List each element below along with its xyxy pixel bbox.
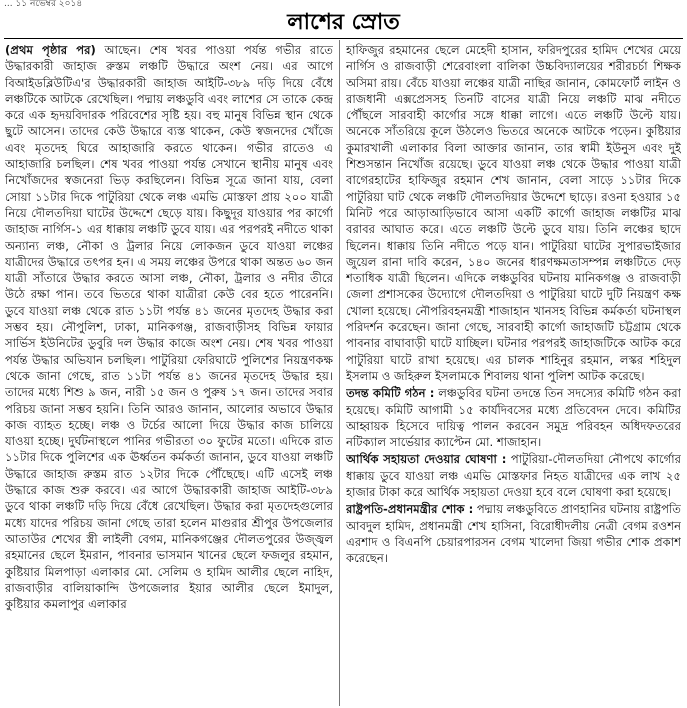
- subhead-compensation: আর্থিক সহায়তা দেওয়ার ঘোষণা :: [346, 452, 507, 467]
- right-paragraph-compensation: [346, 451, 681, 500]
- left-column: [5, 42, 333, 706]
- date-strip: ... ১১ নভেম্বর ২০১৪: [4, 0, 83, 9]
- column-divider: [339, 40, 340, 706]
- left-paragraph-1: [5, 42, 333, 612]
- right-column: [346, 42, 681, 706]
- article-headline: লাশের স্রোত: [287, 9, 400, 35]
- condolence-text: পদ্মায় লঞ্চডুবিতে প্রাণহানির ঘটনায় রাষ্ট্রপতি আবদুল হামিদ, প্রধানমন্ত্রী শেখ হাসিনা, বিরোধীদলীয় নেত্রী বেগম রওশন এরশাদ ও বিএনপি চেয়ারপারসন বেগম খালেদা জিয়া গভীর শোক প্রকাশ করেছেন।: [346, 502, 681, 566]
- right-paragraph-1: [346, 42, 681, 384]
- right-paragraph-text: হাফিজুর রহমানের ছেলে মেহেদী হাসান, ফরিদপুরের হামিদ শেখের মেয়ে নার্গিস ও রাজবাড়ী শেরেবাংলা বালিকা উচ্চবিদ্যালয়ের শরীরচর্চা শিক্ষক অসিমা রায়। বেঁচে যাওয়া লঞ্চের যাত্রী নাছির জানান, কোমফোর্ট লাইন ও রাজধানী এক্সপ্রেসসহ তিনটি বাসের যাত্রী নিয়ে লঞ্চটি মাঝ নদীতে পৌঁছলে সারবাহী কার্গোর সঙ্গে ধাক্কা লাগে। এতে লঞ্চটি উল্টে যায়। অনেকে সাঁতরিয়ে কূলে উঠলেও ভিতরে অনেকে আটকে পড়েন। কুষ্টিয়ার কুমারখালী এলাকার বিলা আক্তার জানান, তার স্বামী ইউনুস এবং দুই শিশুসন্তান নিখোঁজ রয়েছে। ডুবে যাওয়া লঞ্চ থেকে উদ্ধার পাওয়া যাত্রী বাগেরহাটের হাফিজুর রহমান শেখ জানান, বেলা সাড়ে ১১টার দিকে পাটুরিয়া ঘাট থেকে লঞ্চটি দৌলতদিয়ার উদ্দেশে ছাড়ে। রওনা হওয়ার ১৫ মিনিট পরে আড়াআড়িভাবে আসা একটি কার্গো জাহাজ লঞ্চটির মাঝ বরাবর আঘাত করে। এতে লঞ্চটি উল্টে ডুবে যায়। তিনি লঞ্চের ছাদে ছিলেন। ধাক্কায় তিনি নদীতে পড়ে যান। পাটুরিয়া ঘাটের সুপারভাইজার জুয়েল রানা দাবি করেন, ১৪০ জনের ধারণক্ষমতাসম্পন্ন লঞ্চটিতে দেড় শতাধিক যাত্রী ছিলেন। এদিকে লঞ্চডুবির ঘটনায় মানিকগঞ্জ ও রাজবাড়ী জেলা প্রশাসকের উদ্যোগে দৌলতদিয়া ও পাটুরিয়া ঘাটে দুটি নিয়ন্ত্রণ কক্ষ খোলা হয়েছে। নৌপরিবহনমন্ত্রী শাজাহান খানসহ বিভিন্ন কর্মকর্তা ঘটনাস্থল পরিদর্শন করেছেন। জানা গেছে, সারবাহী কার্গো জাহাজটি চট্টগ্রাম থেকে পাবনার বাঘাবাড়ী ঘাটে যাচ্ছিল। ঘটনার পরপরই জাহাজটিকে আটক করে পাটুরিয়া ঘাটে রাখা হয়েছে। এর চালক শাহিনুর রহমান, লস্কর শহিদুল ইসলাম ও জহিরুল ইসলামকে শিবালয় থানা পুলিশ আটক করেছে।: [346, 43, 681, 383]
- compensation-text: পাটুরিয়া-দৌলতদিয়া নৌপথে কার্গোর ধাক্কায় ডুবে যাওয়া লঞ্চ এমভি মোস্তফার নিহত যাত্রীদের এক লাখ ২৫ হাজার টাকা করে আর্থিক সহায়তা দেওয়া হবে বলে ঘোষণা করা হয়েছে।: [346, 452, 681, 500]
- inquiry-text: লঞ্চডুবির ঘটনা তদন্তে তিন সদস্যের কমিটি গঠন করা হয়েছে। কমিটি আগামী ১৫ কার্যদিবসের মধ্যে প্রতিবেদন দেবে। কমিটির আহ্বায়ক হিসেবে দায়িত্ব পালন করবেন সমুদ্র পরিবহন অধিদফতরের নটিক্যাল সার্ভেয়ার ক্যাপ্টেন মো. শাজাহান।: [346, 386, 681, 450]
- right-paragraph-inquiry: [346, 385, 681, 450]
- left-paragraph-text: আছেন। শেষ খবর পাওয়া পর্যন্ত গভীর রাতে উদ্ধারকারী জাহাজ রুস্তম লঞ্চটি উদ্ধারে অংশ নেয়। এর আগে বিআইডব্লিউটিএ'র উদ্ধারকারী জাহাজ আইটি-৩৮৯ দড়ি দিয়ে বেঁধে লঞ্চটিকে আটকে রেখেছিল। পদ্মায় লঞ্চডুবি এবং লাশের সে তাকে কেন্দ্র করে এক হৃদয়বিদারক পরিবেশের সৃষ্টি হয়। বহু মানুষ বিভিন্ন স্থান থেকে ছুটে আসেন। তাদের কেউ উদ্ধারে ব্যস্ত থাকেন, কেউ স্বজনদের খোঁজে এবং মৃতদেহ ঘিরে আহাজারি করতে থাকেন। গভীর রাতেও এ আহাজারি চলছিল। শেষ খবর পাওয়া পর্যন্ত সেখানে স্থানীয় মানুষ এবং নিখোঁজদের স্বজনেরা ভিড় করছিলেন। বিভিন্ন সূত্রে জানা যায়, বেলা সোয়া ১১টার দিকে পাটুরিয়া থেকে লঞ্চ এমভি মোস্তফা প্রায় ২০০ যাত্রী নিয়ে দৌলতদিয়া ঘাটের উদ্দেশে ছেড়ে যায়। কিছুদূর যাওয়ার পর কার্গো জাহাজ নার্গিস-১ এর ধাক্কায় লঞ্চটি ডুবে যায়। এর পরপরই নদীতে থাকা অন্যান্য লঞ্চ, নৌকা ও ট্রলার নিয়ে লোকজন ডুবে যাওয়া লঞ্চের যাত্রীদের উদ্ধারে তৎপর হন। এ সময় লঞ্চের উপরে থাকা অন্তত ৬০ জন যাত্রী সাঁতারে উদ্ধার করতে আসা লঞ্চ, নৌকা, ট্রলার ও নদীর তীরে উঠে রক্ষা পান। তবে ভিতরে থাকা যাত্রীরা কেউ বের হতে পারেননি। ডুবে যাওয়া লঞ্চ থেকে রাত ১১টা পর্যন্ত ৪১ জনের মৃতদেহ উদ্ধার করা সম্ভব হয়। নৌপুলিশ, ঢাকা, মানিকগঞ্জ, রাজবাড়ীসহ বিভিন্ন ফায়ার সার্ভিস ইউনিটের ডুবুরি দল উদ্ধার কাজে অংশ নেয়। শেষ খবর পাওয়া পর্যন্ত উদ্ধার অভিযান চলছিল। পাটুরিয়া ফেরিঘাটে পুলিশের নিয়ন্ত্রণকক্ষ থেকে জানা গেছে, রাত ১১টা পর্যন্ত ৪১ জনের মৃতদেহ উদ্ধার হয়। তাদের মধ্যে শিশু ৯ জন, নারী ১৫ জন ও পুরুষ ১৭ জন। তাদের সবার পরিচয় জানা সম্ভব হয়নি। তিনি আরও জানান, আলোর অভাবে উদ্ধার কাজ ব্যাহত হচ্ছে। লঞ্চ ও টর্চের আলো দিয়ে উদ্ধার কাজ চালিয়ে যাওয়া হচ্ছে। দুর্ঘটনাস্থলে পানির গভীরতা ৩০ ফুটের মতো। এদিকে রাত ১১টার দিকে পুলিশের এক ঊর্ধ্বতন কর্মকর্তা জানান, ডুবে যাওয়া লঞ্চটি উদ্ধারে জাহাজ রুস্তম রাত ১২টার দিকে পৌঁছেছে। এটি এসেই লঞ্চ উদ্ধারে কাজ শুরু করবে। এর আগে উদ্ধারকারী জাহাজ আইটি-৩৮৯ ডুবে থাকা লঞ্চটি দড়ি দিয়ে বেঁধে রেখেছিল। উদ্ধার করা মৃতদেহগুলোর মধ্যে যাদের পরিচয় জানা গেছে তারা হলেন মাগুরার শ্রীপুর উপজেলার আতাউর শেখের স্ত্রী লাইলী বেগম, মানিকগঞ্জের দৌলতপুরের উজ্জ্বল রহমানের ছেলে ইমরান, পাবনার ভাসমান খানের ছেলে ফজলুর রহমান, কুষ্টিয়ার মিলপাড়া এলাকার মো. সেলিম ও হামিদ আলীর ছেলে নাহিদ, রাজবাড়ীর বালিয়াকান্দি উপজেলার ইয়ার আলীর ছেলে ইমাদুল, কুষ্টিয়ার কমলাপুর এলাকার: [5, 43, 333, 612]
- continued-from-tag: (প্রথম পৃষ্ঠার পর): [5, 43, 96, 57]
- subhead-inquiry-committee: তদন্ত কমিটি গঠন :: [346, 386, 435, 401]
- headline-rule: [4, 38, 683, 39]
- right-paragraph-condolence: [346, 501, 681, 566]
- subhead-condolence: রাষ্ট্রপতি-প্রধানমন্ত্রীর শোক :: [346, 502, 474, 517]
